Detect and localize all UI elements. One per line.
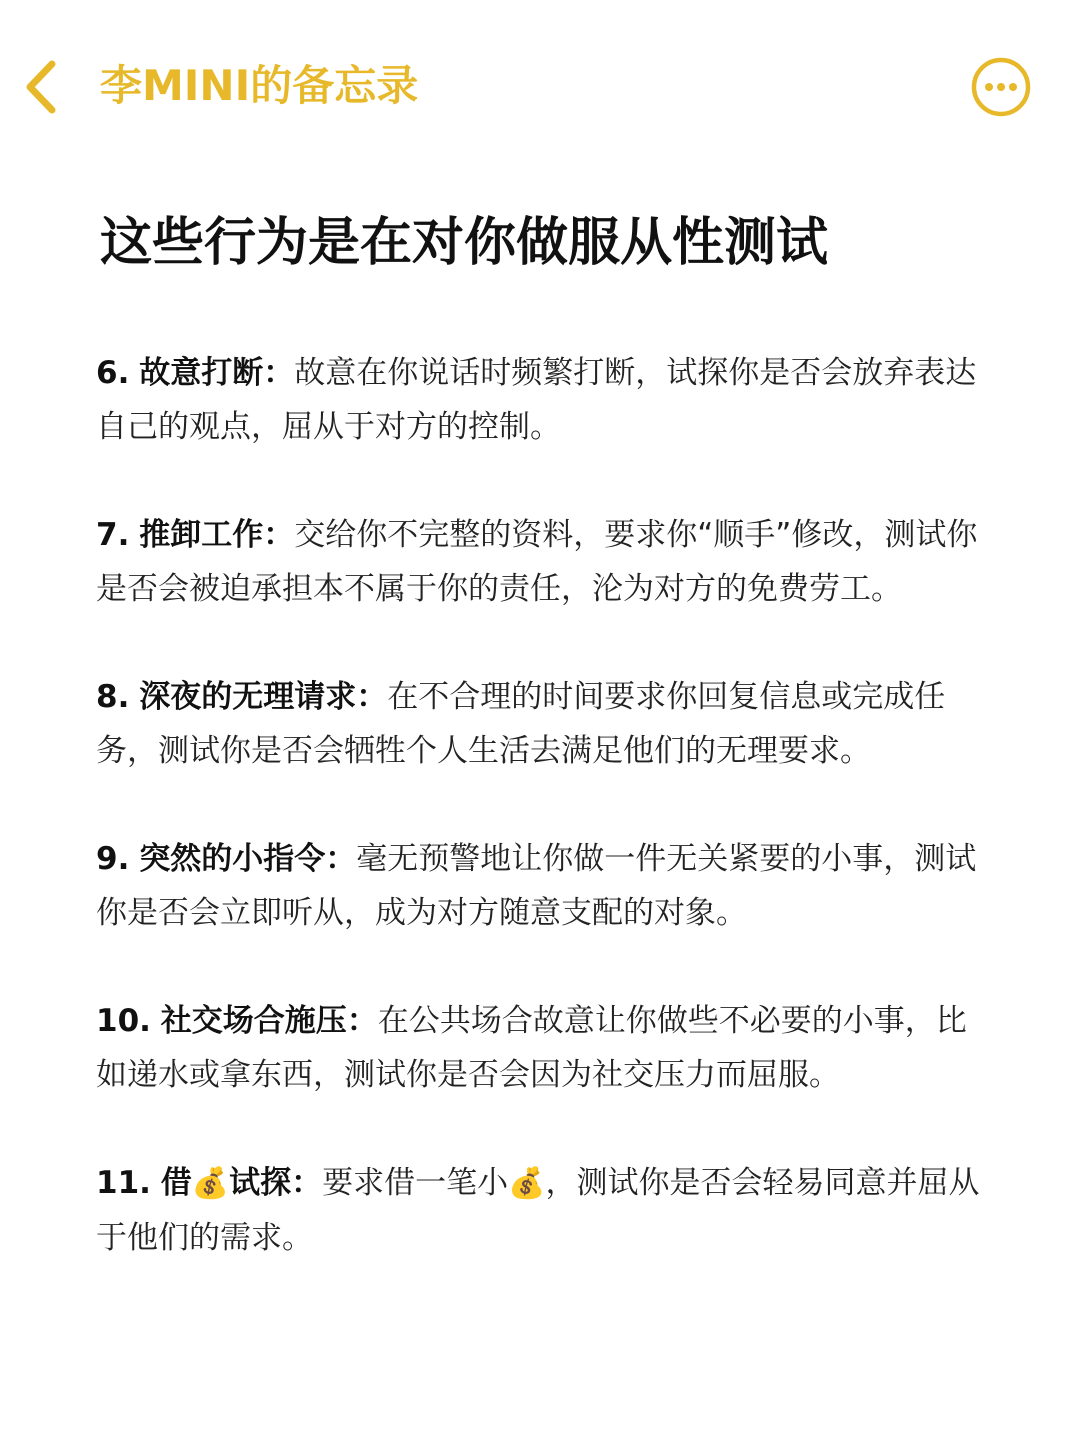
- note-title: 这些行为是在对你做服从性测试: [100, 213, 829, 273]
- item-heading-part: 借: [160, 1165, 192, 1201]
- more-options-button[interactable]: [970, 56, 1032, 118]
- item-number: 10.: [96, 1003, 151, 1039]
- list-item: [96, 346, 996, 454]
- item-number: 7.: [96, 517, 130, 553]
- notebook-title: 李MINI的备忘录: [100, 61, 419, 110]
- item-colon: ：: [291, 1165, 323, 1201]
- item-heading: 故意打断: [139, 355, 264, 391]
- item-colon: ：: [346, 1003, 378, 1039]
- item-colon: ：: [263, 355, 295, 391]
- money-bag-icon: 💰: [191, 1166, 230, 1201]
- list-item: [96, 994, 996, 1102]
- item-body: 在不合理的时间要求你回复信息或完成任务，测试你是否会牺牲个人生活去满足他们的无理要求。: [96, 679, 946, 769]
- item-heading: 突然的小指令: [139, 841, 326, 877]
- item-heading-part: 试探: [229, 1165, 292, 1201]
- item-body-part: 要求借一笔小: [322, 1165, 509, 1201]
- item-colon: ：: [325, 841, 357, 877]
- more-horizontal-icon: [970, 56, 1032, 118]
- item-colon: ：: [356, 679, 388, 715]
- item-body: 毫无预警地让你做一件无关紧要的小事，测试你是否会立即听从，成为对方随意支配的对象。: [96, 841, 977, 931]
- item-body: 交给你不完整的资料，要求你“顺手”修改，测试你是否会被迫承担本不属于你的责任，沦为对方的免费劳工。: [96, 517, 978, 607]
- top-navigation-bar: [0, 0, 1080, 175]
- item-heading: 社交场合施压: [160, 1003, 347, 1039]
- item-heading: 深夜的无理请求: [139, 679, 357, 715]
- item-number: 6.: [96, 355, 130, 391]
- list-item: [96, 1156, 996, 1265]
- list-item: [96, 508, 996, 616]
- item-body-part: ，测试你是否会轻易同意并屈从于他们的需求。: [96, 1165, 980, 1256]
- note-body: [96, 346, 996, 1319]
- item-heading: [161, 1165, 291, 1201]
- list-item: [96, 832, 996, 940]
- item-number: 9.: [96, 841, 130, 877]
- back-button[interactable]: [18, 56, 68, 118]
- money-bag-icon: 💰: [508, 1166, 546, 1201]
- list-item: [96, 670, 996, 778]
- item-body: 故意在你说话时频繁打断，试探你是否会放弃表达自己的观点，屈从于对方的控制。: [96, 355, 977, 445]
- chevron-left-icon: [18, 56, 68, 118]
- item-body: 在公共场合故意让你做些不必要的小事，比如递水或拿东西，测试你是否会因为社交压力而屈服。: [96, 1003, 967, 1093]
- item-number: 11.: [96, 1165, 151, 1201]
- item-number: 8.: [96, 679, 130, 715]
- item-colon: ：: [263, 517, 295, 553]
- item-heading: 推卸工作: [139, 517, 264, 553]
